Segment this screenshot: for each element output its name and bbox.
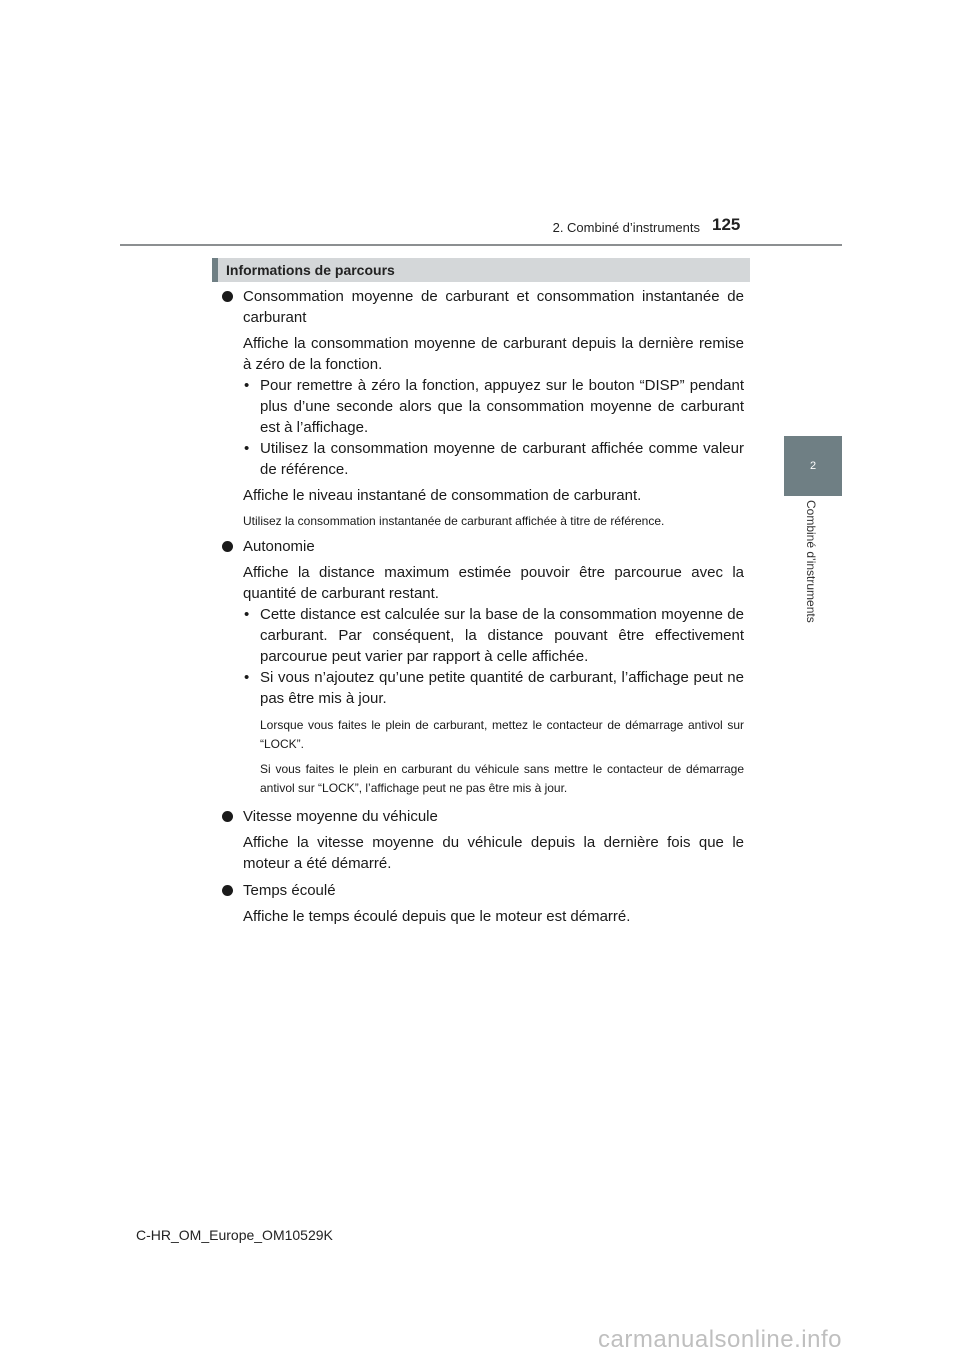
item-fuel-consumption — [222, 286, 744, 530]
paragraph: Affiche la vitesse moyenne du véhicule depuis la dernière fois que le moteur a été démarré. — [243, 834, 744, 872]
content-body — [222, 286, 744, 933]
chapter-title: 2. Combiné d’instruments — [552, 220, 700, 235]
sub-bullet-text: Si vous n’ajoutez qu’une petite quantité de carburant, l’affichage peut ne pas être mis à jour. — [260, 669, 744, 707]
sub-bullet-text: Pour remettre à zéro la fonction, appuyez sur le bouton “DISP” pendant plus d’une seconde alors que la consommation moyenne de carburant est à l’affichage. — [260, 377, 744, 436]
section-title: Informations de parcours — [226, 262, 395, 278]
side-chapter-label-wrap — [784, 500, 842, 660]
sub-bullet — [222, 667, 744, 709]
item-title-text: Vitesse moyenne du véhicule — [243, 808, 438, 825]
side-chapter-tab — [784, 436, 842, 496]
footer-document-code: C-HR_OM_Europe_OM10529K — [136, 1227, 333, 1243]
item-elapsed-time — [222, 880, 744, 927]
sub-bullet — [222, 438, 744, 480]
item-title — [222, 880, 744, 901]
side-chapter-number: 2 — [809, 460, 817, 472]
header-divider — [120, 244, 842, 246]
bullet-icon — [222, 541, 233, 552]
sub-note: Si vous faites le plein en carburant du véhicule sans mettre le contacteur de démarrage antivol sur “LOCK”, l’affichage peut ne pas être mis à jour. — [260, 762, 744, 795]
bullet-icon — [222, 291, 233, 302]
sub-bullet-dot-icon: • — [244, 440, 250, 457]
bullet-icon — [222, 885, 233, 896]
side-chapter-label: Combiné d’instruments — [804, 500, 818, 623]
sub-bullet-dot-icon: • — [244, 606, 250, 623]
sub-bullet-dot-icon: • — [244, 669, 250, 686]
paragraph: Affiche la consommation moyenne de carburant depuis la dernière remise à zéro de la fonction. — [243, 335, 744, 373]
item-range — [222, 536, 744, 798]
item-title — [222, 806, 744, 827]
paragraph: Affiche le niveau instantané de consommation de carburant. — [243, 487, 642, 504]
sub-bullet — [222, 604, 744, 667]
section-header — [212, 258, 750, 282]
paragraph: Affiche la distance maximum estimée pouvoir être parcourue avec la quantité de carburant restant. — [243, 564, 744, 602]
watermark: carmanualsonline.info — [598, 1326, 842, 1353]
page-number: 125 — [712, 215, 741, 234]
note: Utilisez la consommation instantanée de carburant affichée à titre de référence. — [243, 514, 665, 528]
sub-bullet-dot-icon: • — [244, 377, 250, 394]
item-title — [222, 536, 744, 557]
bullet-icon — [222, 811, 233, 822]
sub-bullet — [222, 375, 744, 438]
item-title-text: Temps écoulé — [243, 882, 336, 899]
paragraph: Affiche le temps écoulé depuis que le moteur est démarré. — [243, 908, 631, 925]
sub-bullet-text: Cette distance est calculée sur la base de la consommation moyenne de carburant. Par conséquent, la distance pouvant être effectivement parcourue peut varier par rapport à celle affichée. — [260, 606, 744, 665]
item-title-text: Autonomie — [243, 538, 315, 555]
sub-bullet-text: Utilisez la consommation moyenne de carburant affichée comme valeur de référence. — [260, 440, 744, 478]
item-title — [222, 286, 744, 328]
item-title-text: Consommation moyenne de carburant et consommation instantanée de carburant — [243, 288, 744, 326]
item-average-speed — [222, 806, 744, 874]
sub-note: Lorsque vous faites le plein de carburant, mettez le contacteur de démarrage antivol sur “LOCK”. — [260, 718, 744, 751]
